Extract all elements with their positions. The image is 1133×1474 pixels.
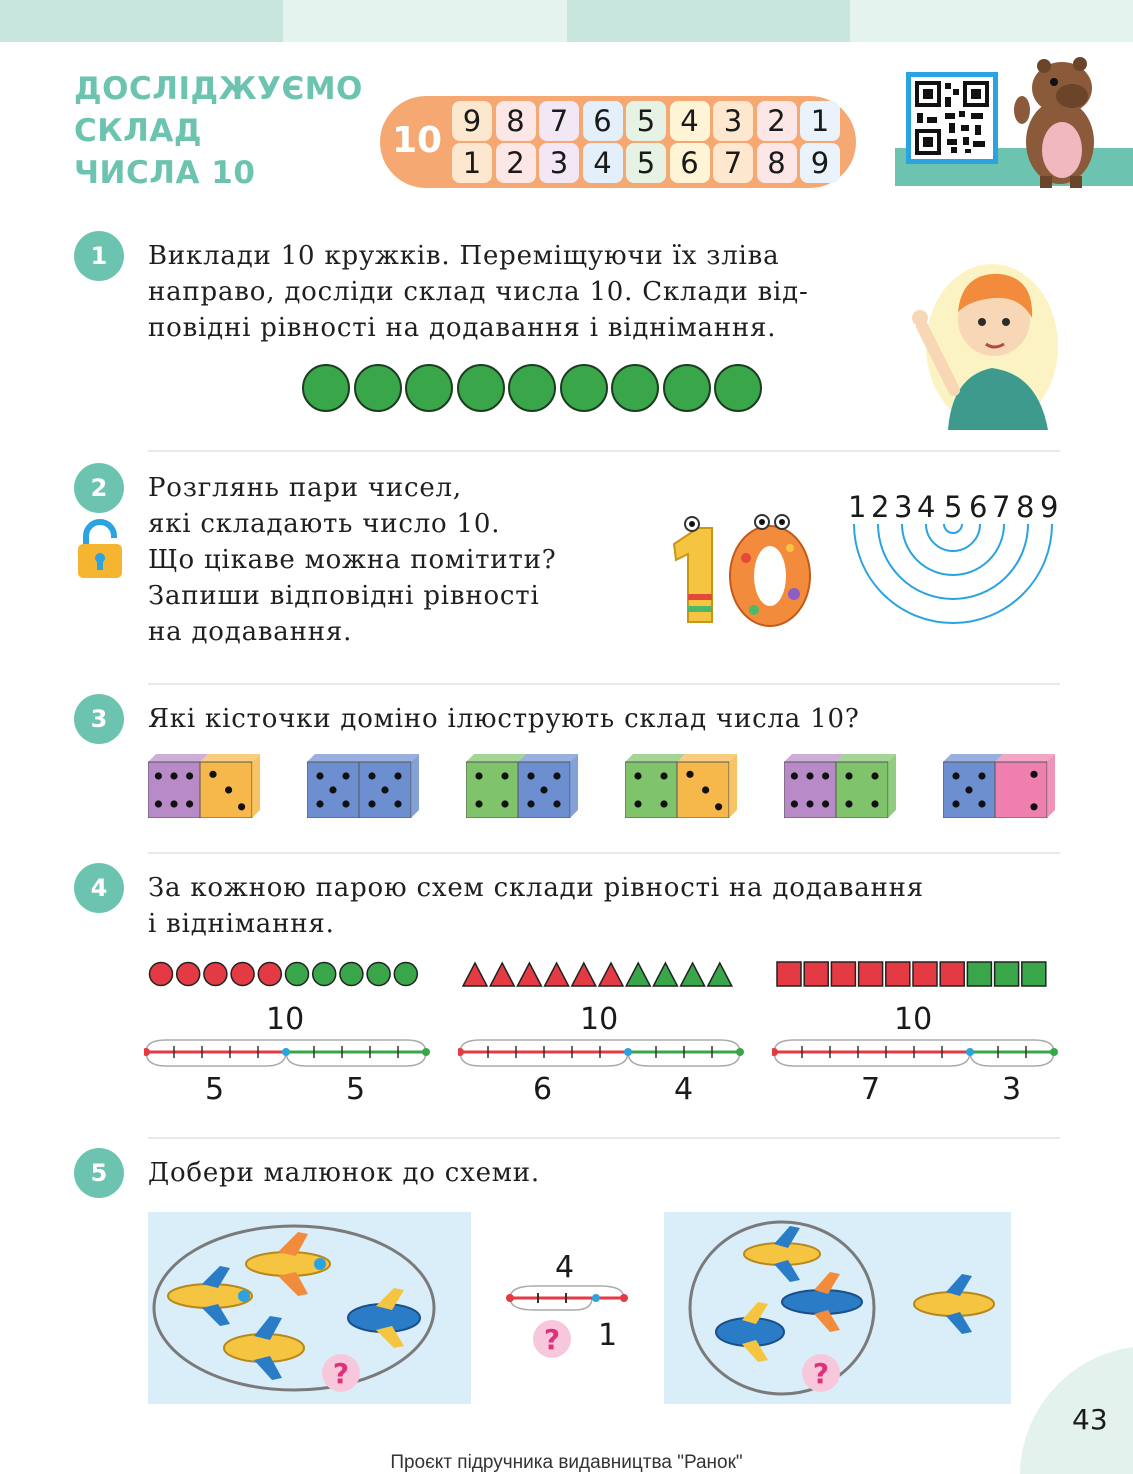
airplane-icon — [246, 1232, 330, 1296]
arc-number: 5 — [944, 490, 963, 524]
triangle-counter — [708, 963, 732, 986]
domino-tile[interactable] — [784, 754, 904, 818]
square-counter — [967, 962, 991, 986]
number-line-right-part: 4 — [674, 1072, 694, 1107]
square-counter — [831, 962, 855, 986]
circle-counter — [150, 963, 173, 986]
top-band-segment — [850, 0, 1133, 42]
composition-cell: 3 — [539, 143, 579, 183]
task4-text — [148, 870, 924, 942]
airplane-icon — [348, 1288, 420, 1348]
domino-pip — [553, 800, 560, 807]
task3-text: Які кісточки доміно ілюструють склад числа 10? — [148, 704, 860, 734]
composition-cell: 7 — [539, 101, 579, 141]
title-line: ЧИСЛА 10 — [74, 155, 256, 191]
qr-code[interactable] — [906, 72, 998, 164]
scheme-known-part: 1 — [598, 1318, 618, 1353]
airplane-icon — [224, 1316, 304, 1380]
task-number-badge: 2 — [74, 463, 124, 513]
domino-pip — [329, 786, 336, 793]
domino-pip — [540, 786, 547, 793]
number-line-left-part: 7 — [861, 1072, 881, 1107]
task-line: За кожною парою схем склади рівності на додавання — [148, 873, 924, 903]
square-counter — [995, 962, 1019, 986]
task-number-badge: 1 — [74, 231, 124, 281]
title-line: СКЛАД — [74, 113, 202, 149]
counter-circle — [560, 364, 608, 412]
domino-pip — [871, 772, 878, 779]
counter-circle — [405, 364, 453, 412]
shape-row — [462, 960, 752, 992]
domino-pip — [501, 772, 508, 779]
triangle-counter — [681, 963, 705, 986]
square-counter — [913, 962, 937, 986]
domino-pip — [952, 772, 959, 779]
domino-pip — [225, 786, 232, 793]
question-mark-badge: ? — [802, 1354, 840, 1392]
composition-cell: 8 — [757, 143, 797, 183]
divider — [148, 852, 1060, 854]
arc-number: 8 — [1016, 490, 1035, 524]
domino-pip — [553, 772, 560, 779]
domino-pip — [394, 772, 401, 779]
publisher-credit: Проєкт підручника видавництва "Ранок" — [390, 1452, 743, 1473]
square-counter — [777, 962, 801, 986]
number-line-total: 10 — [894, 1002, 933, 1037]
arc-number: 2 — [871, 490, 890, 524]
domino-pip — [978, 800, 985, 807]
composition-cell: 5 — [626, 143, 666, 183]
airplane-icon — [168, 1266, 252, 1326]
circle-counter — [204, 963, 227, 986]
domino-pip — [660, 800, 667, 807]
domino-pip — [342, 772, 349, 779]
top-band-segment — [0, 0, 283, 42]
square-counter — [804, 962, 828, 986]
scheme-total: 4 — [555, 1250, 575, 1285]
number-line-right-part: 3 — [1002, 1072, 1022, 1107]
domino-pip — [822, 800, 829, 807]
domino-pip — [660, 772, 667, 779]
circle-counter — [313, 963, 336, 986]
domino-pip — [381, 786, 388, 793]
domino-pip — [170, 800, 177, 807]
domino-pip — [170, 772, 177, 779]
domino-pip — [368, 800, 375, 807]
number-line-left-part: 5 — [205, 1072, 225, 1107]
task-line: Розглянь пари чисел, — [148, 473, 462, 503]
composition-cell: 5 — [626, 101, 666, 141]
triangle-counter — [653, 963, 677, 986]
task5-text: Добери малюнок до схеми. — [148, 1158, 540, 1188]
domino-pip — [368, 772, 375, 779]
arc-number: 9 — [1040, 490, 1059, 524]
domino-pip — [475, 772, 482, 779]
airplane-icon — [744, 1226, 820, 1282]
triangle-counter — [517, 963, 541, 986]
triangle-counter — [463, 963, 487, 986]
circle-counter — [258, 963, 281, 986]
composition-number: 10 — [392, 120, 443, 161]
number-line — [458, 1034, 750, 1074]
padlock-icon — [76, 518, 124, 580]
question-mark-badge: ? — [322, 1354, 360, 1392]
domino-pip — [238, 803, 245, 810]
composition-cell: 7 — [713, 143, 753, 183]
airplane-icon — [914, 1274, 994, 1334]
number-line — [772, 1034, 1064, 1074]
question-mark-badge: ? — [533, 1320, 571, 1358]
domino-pip — [394, 800, 401, 807]
task1-text — [148, 238, 809, 346]
task5-number-line — [504, 1282, 630, 1322]
top-band-segment — [567, 0, 850, 42]
triangle-counter — [545, 963, 569, 986]
counter-circle — [302, 364, 350, 412]
domino-pip — [1030, 803, 1037, 810]
triangle-counter — [572, 963, 596, 986]
counter-circle — [354, 364, 402, 412]
composition-cell: 8 — [496, 101, 536, 141]
composition-cell: 2 — [496, 143, 536, 183]
composition-cell: 1 — [800, 101, 840, 141]
number-line-total: 10 — [580, 1002, 619, 1037]
arc-number: 4 — [917, 490, 936, 524]
task-number-badge: 5 — [74, 1148, 124, 1198]
number-line-total: 10 — [266, 1002, 305, 1037]
domino-tile[interactable] — [148, 754, 268, 818]
composition-cell: 4 — [583, 143, 623, 183]
circle-counter — [394, 963, 417, 986]
domino-pip — [845, 772, 852, 779]
domino-pip — [186, 800, 193, 807]
composition-cell: 2 — [757, 101, 797, 141]
composition-cell: 1 — [452, 143, 492, 183]
qr-code-icon — [911, 77, 993, 159]
arc-number: 7 — [992, 490, 1011, 524]
domino-pip — [845, 800, 852, 807]
counter-circle — [457, 364, 505, 412]
domino-pip — [702, 786, 709, 793]
circle-counter — [340, 963, 363, 986]
counter-circle — [714, 364, 762, 412]
circle-counter — [367, 963, 390, 986]
task-number-badge: 3 — [74, 694, 124, 744]
airplane-icon — [716, 1302, 784, 1362]
arc-number: 6 — [969, 490, 988, 524]
domino-pip — [186, 772, 193, 779]
composition-cell: 4 — [670, 101, 710, 141]
divider — [148, 450, 1060, 452]
square-counter — [859, 962, 883, 986]
counter-circle — [508, 364, 556, 412]
triangle-counter — [599, 963, 623, 986]
arc-number: 1 — [848, 490, 867, 524]
domino-pip — [316, 800, 323, 807]
top-band-segment — [283, 0, 567, 42]
pair-arcs — [850, 522, 1056, 630]
counter-circle — [611, 364, 659, 412]
triangle-counter — [490, 963, 514, 986]
counter-circle — [663, 364, 711, 412]
domino-pip — [155, 772, 162, 779]
domino-pip — [871, 800, 878, 807]
domino-pip — [527, 800, 534, 807]
domino-pip — [806, 772, 813, 779]
domino-pip — [1030, 771, 1037, 778]
number-line-left-part: 6 — [533, 1072, 553, 1107]
task-line: які складають число 10. — [148, 509, 501, 539]
domino-pip — [715, 803, 722, 810]
shape-row — [776, 960, 1066, 992]
domino-pip — [978, 772, 985, 779]
domino-pip — [634, 772, 641, 779]
domino-pip — [822, 772, 829, 779]
triangle-counter — [626, 963, 650, 986]
domino-pip — [527, 772, 534, 779]
domino-pip — [791, 772, 798, 779]
domino-pip — [155, 800, 162, 807]
planes-scene-icon — [148, 1212, 471, 1404]
composition-cell: 9 — [800, 143, 840, 183]
page-title — [74, 68, 363, 194]
square-counter — [1022, 962, 1046, 986]
number-line-right-part: 5 — [346, 1072, 366, 1107]
title-line: ДОСЛІДЖУЄМО — [74, 71, 363, 107]
domino-pip — [316, 772, 323, 779]
divider — [148, 683, 1060, 685]
number-line — [144, 1034, 436, 1074]
composition-cell: 6 — [670, 143, 710, 183]
page-number: 43 — [1072, 1403, 1108, 1436]
task-line: і віднімання. — [148, 909, 335, 939]
composition-cell: 6 — [583, 101, 623, 141]
shape-row — [148, 960, 438, 992]
arc-number: 3 — [894, 490, 913, 524]
domino-tile[interactable] — [307, 754, 427, 818]
domino-pip — [342, 800, 349, 807]
domino-pip — [209, 771, 216, 778]
circle-counter — [177, 963, 200, 986]
task-line: на додавання. — [148, 617, 353, 647]
domino-tile[interactable] — [943, 754, 1063, 818]
domino-pip — [965, 786, 972, 793]
domino-pip — [634, 800, 641, 807]
boy-pointing-icon — [908, 256, 1064, 430]
domino-pip — [791, 800, 798, 807]
square-counter — [940, 962, 964, 986]
picture-a[interactable] — [148, 1212, 471, 1404]
domino-pip — [475, 800, 482, 807]
composition-cell: 3 — [713, 101, 753, 141]
domino-pip — [686, 771, 693, 778]
task-number-badge: 4 — [74, 863, 124, 913]
domino-pip — [952, 800, 959, 807]
task-line: Виклади 10 кружків. Переміщуючи їх зліва — [148, 241, 780, 271]
domino-tile[interactable] — [466, 754, 586, 818]
circle-counter — [286, 963, 309, 986]
capybara-icon — [1010, 52, 1110, 190]
task-line: повідні рівності на додавання і віднімання. — [148, 313, 777, 343]
task2-text — [148, 470, 556, 650]
divider — [148, 1137, 1060, 1139]
composition-cell: 9 — [452, 101, 492, 141]
square-counter — [886, 962, 910, 986]
circle-counter — [231, 963, 254, 986]
task-line: Запиши відповідні рівності — [148, 581, 540, 611]
big-ten-illustration — [654, 514, 816, 628]
task-line: Що цікаве можна помітити? — [148, 545, 557, 575]
domino-pip — [501, 800, 508, 807]
domino-tile[interactable] — [625, 754, 745, 818]
task-line: направо, досліди склад числа 10. Склади від- — [148, 277, 809, 307]
domino-pip — [806, 800, 813, 807]
